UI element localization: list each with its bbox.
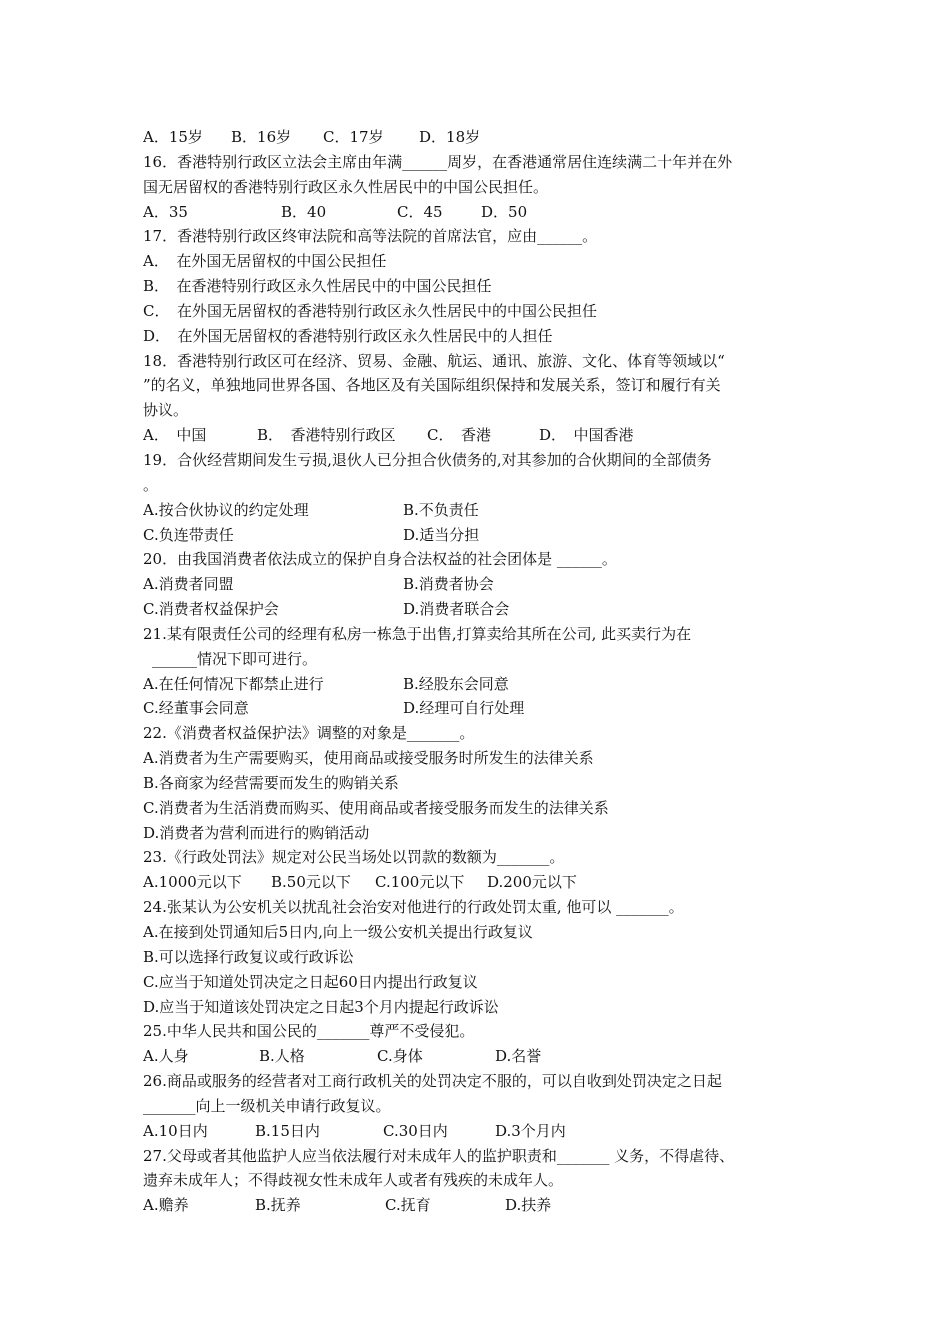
answer-option: C.经董事会同意: [143, 699, 249, 718]
text-line: 25.中华人民共和国公民的_______尊严不受侵犯。: [143, 1022, 475, 1041]
answer-option: D.扶养: [505, 1196, 552, 1215]
answer-options-row: [143, 870, 823, 895]
answer-option: B． 香港特别行政区: [257, 426, 396, 445]
question-list: [143, 125, 823, 1218]
answer-option: B.抚养: [255, 1196, 301, 1215]
answer-option: B.15日内: [255, 1121, 320, 1140]
answer-option: C．45: [397, 202, 443, 221]
answer-option: A.赡养: [143, 1196, 189, 1215]
answer-options-row: [143, 597, 823, 622]
answer-option: C.30日内: [383, 1121, 448, 1140]
text-line: 26.商品或服务的经营者对工商行政机关的处罚决定不服的，可以自收到处罚决定之日起: [143, 1072, 722, 1091]
answer-option: D.3个月内: [495, 1121, 566, 1140]
text-line: C.应当于知道处罚决定之日起60日内提出行政复议: [143, 972, 478, 991]
answer-option: D.200元以下: [487, 873, 577, 892]
answer-options-row: [143, 1119, 823, 1144]
answer-options-row: [143, 672, 823, 697]
answer-option: B.50元以下: [271, 873, 351, 892]
answer-option: C.负连带责任: [143, 525, 234, 544]
text-line: 27.父母或者其他监护人应当依法履行对未成年人的监护职责和_______ 义务，不得虐待、: [143, 1146, 735, 1165]
answer-option: A.在任何情况下都禁止进行: [143, 674, 324, 693]
text-line: 22.《消费者权益保护法》调整的对象是_______。: [143, 724, 475, 743]
answer-option: D．50: [481, 202, 528, 221]
text-line: 20．由我国消费者依法成立的保护自身合法权益的社会团体是 ______。: [143, 550, 617, 569]
answer-option: C.100元以下: [375, 873, 465, 892]
answer-option: A.10日内: [143, 1121, 208, 1140]
answer-option: A．35: [143, 202, 188, 221]
answer-options-row: [143, 696, 823, 721]
text-line: 国无居留权的香港特别行政区永久性居民中的中国公民担任。: [143, 177, 549, 196]
text-line: 23.《行政处罚法》规定对公民当场处以罚款的数额为_______。: [143, 848, 565, 867]
answer-options-row: [143, 200, 823, 225]
answer-options-row: [143, 423, 823, 448]
text-line: A.在接到处罚通知后5日内,向上一级公安机关提出行政复议: [143, 923, 533, 941]
text-line: A.消费者为生产需要购买，使用商品或接受服务时所发生的法律关系: [143, 749, 594, 768]
text-line: D． 在外国无居留权的香港特别行政区永久性居民中的人担任: [143, 326, 553, 345]
answer-option: B.不负责任: [403, 500, 479, 519]
text-line: B.可以选择行政复议或行政诉讼: [143, 947, 354, 966]
answer-option: B.消费者协会: [403, 575, 494, 594]
answer-option: A．15岁: [143, 128, 203, 146]
answer-option: A.按合伙协议的约定处理: [143, 500, 309, 519]
answer-option: A.消费者同盟: [143, 575, 234, 594]
text-line: ”的名义，单独地同世界各国、各地区及有关国际组织保持和发展关系，签订和履行有关: [143, 376, 721, 395]
answer-option: B.经股东会同意: [403, 674, 509, 693]
text-line: 17．香港特别行政区终审法院和高等法院的首席法官，应由______。: [143, 227, 598, 246]
answer-option: A.1000元以下: [143, 873, 242, 892]
answer-option: B．40: [281, 202, 327, 221]
answer-options-row: [143, 125, 823, 150]
text-line: D.应当于知道该处罚决定之日起3个月内提起行政诉讼: [143, 997, 499, 1016]
answer-option: C． 香港: [427, 426, 491, 445]
answer-options-row: [143, 498, 823, 523]
answer-option: D.消费者联合会: [403, 600, 510, 619]
answer-option: C.身体: [377, 1047, 423, 1066]
answer-option: C．17岁: [323, 128, 384, 146]
text-line: 18．香港特别行政区可在经济、贸易、金融、航运、通讯、旅游、文化、体育等领域以“: [143, 351, 725, 370]
answer-option: B．16岁: [231, 128, 292, 146]
answer-option: D．18岁: [419, 128, 481, 146]
text-line: D.消费者为营利而进行的购销活动: [143, 823, 370, 842]
text-line: 。: [143, 475, 159, 494]
answer-option: C.抚育: [385, 1196, 431, 1215]
answer-option: A． 中国: [143, 426, 207, 445]
answer-option: D． 中国香港: [539, 426, 634, 445]
text-line: C.消费者为生活消费而购买、使用商品或者接受服务而发生的法律关系: [143, 798, 609, 817]
text-line: 24.张某认为公安机关以扰乱社会治安对他进行的行政处罚太重, 他可以 _______。: [143, 898, 684, 917]
answer-options-row: [143, 572, 823, 597]
text-line: B． 在香港特别行政区永久性居民中的中国公民担任: [143, 277, 492, 296]
answer-option: D.名誉: [495, 1047, 542, 1066]
answer-options-row: [143, 523, 823, 548]
text-line: 21.某有限责任公司的经理有私房一栋急于出售,打算卖给其所在公司, 此买卖行为在: [143, 624, 692, 643]
text-line: 协议。: [143, 401, 189, 420]
answer-option: B.人格: [259, 1047, 305, 1066]
text-line: _______向上一级机关申请行政复议。: [143, 1096, 391, 1115]
answer-option: C.消费者权益保护会: [143, 600, 279, 619]
text-line: 19．合伙经营期间发生亏损,退伙人已分担合伙债务的,对其参加的合伙期间的全部债务: [143, 450, 712, 469]
answer-options-row: [143, 1193, 823, 1218]
text-line: ______情况下即可进行。: [152, 649, 318, 668]
text-line: A． 在外国无居留权的中国公民担任: [143, 252, 387, 271]
answer-option: A.人身: [143, 1047, 189, 1066]
answer-option: D.经理可自行处理: [403, 699, 525, 718]
answer-options-row: [143, 1044, 823, 1069]
text-line: C． 在外国无居留权的香港特别行政区永久性居民中的中国公民担任: [143, 301, 597, 320]
text-line: B.各商家为经营需要而发生的购销关系: [143, 773, 399, 792]
answer-option: D.适当分担: [403, 525, 480, 544]
text-line: 16．香港特别行政区立法会主席由年满______周岁，在香港通常居住连续满二十年并在外: [143, 152, 733, 171]
text-line: 遗弃未成年人；不得歧视女性未成年人或者有残疾的未成年人。: [143, 1171, 564, 1190]
